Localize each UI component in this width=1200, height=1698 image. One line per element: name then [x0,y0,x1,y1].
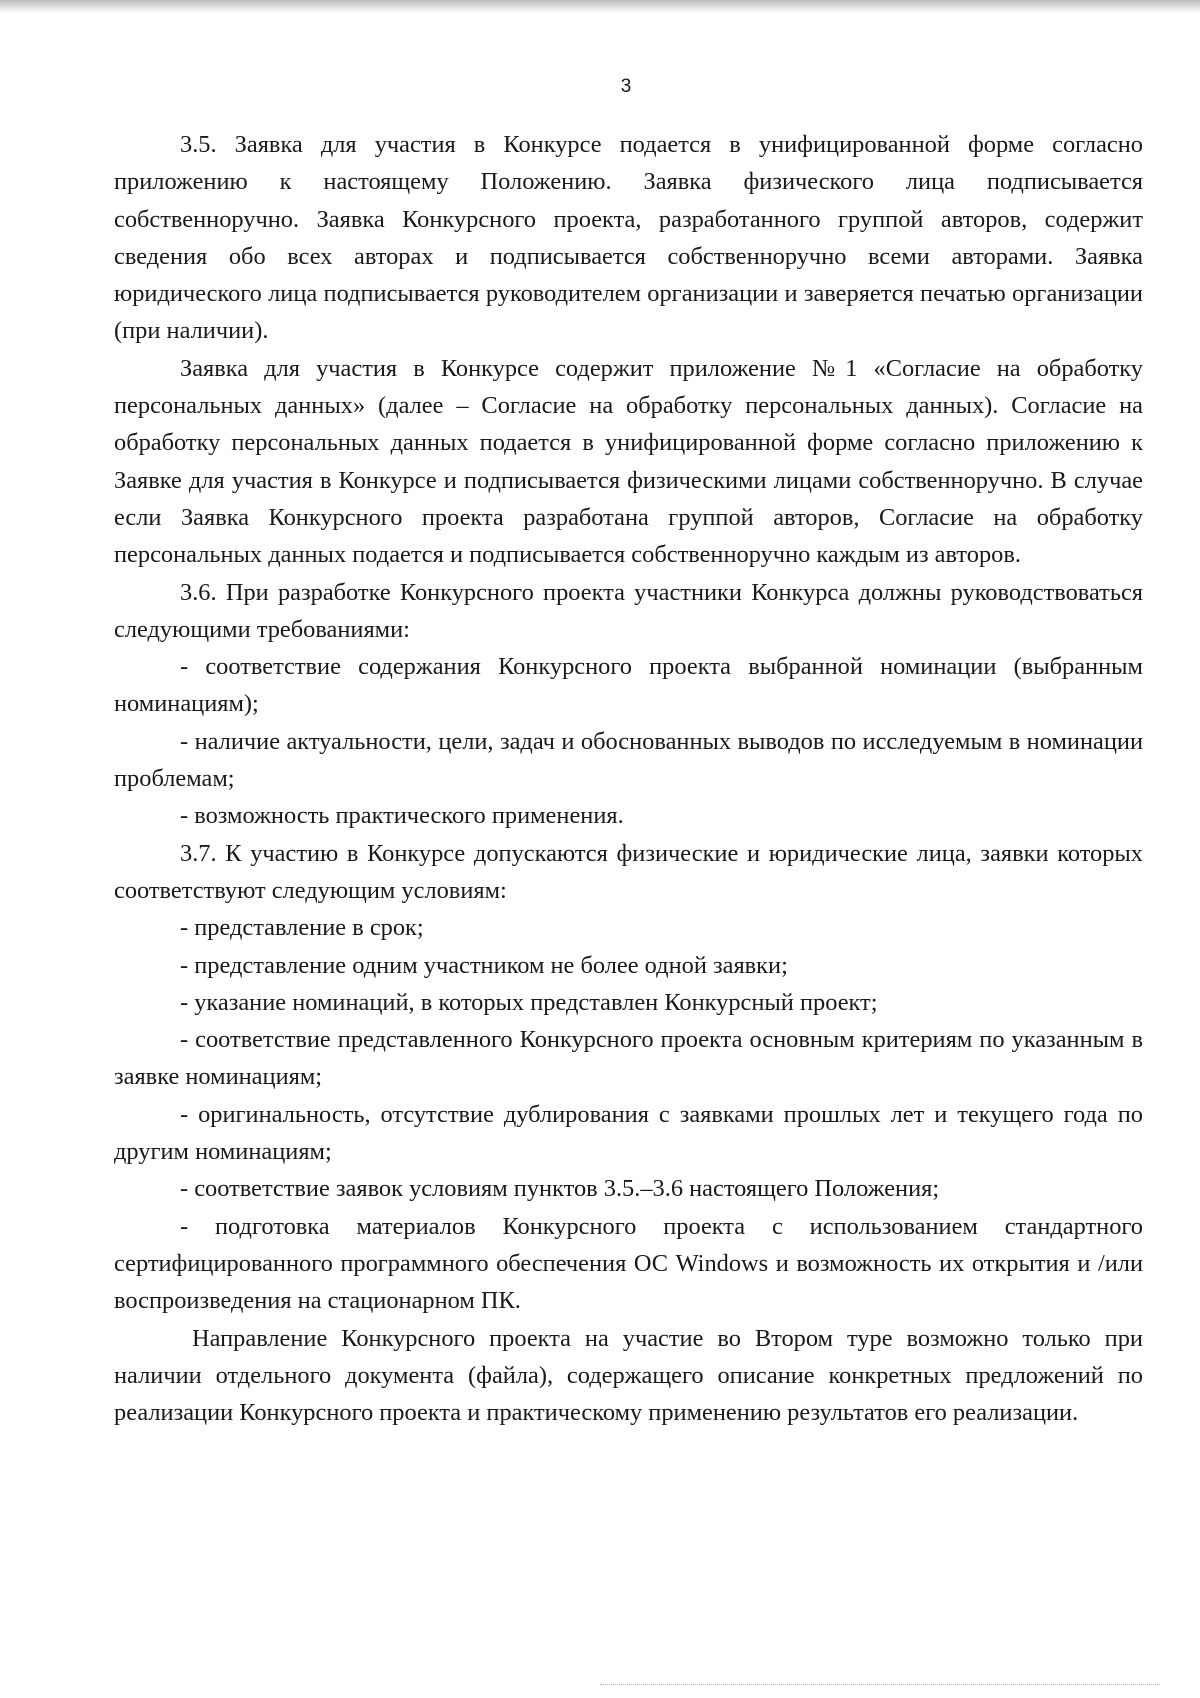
paragraph-3-6: 3.6. При разработке Конкурсного проекта участники Конкурса должны руководствоваться следующими требованиями: [114,578,1143,643]
paragraph-3-5: 3.5. Заявка для участия в Конкурсе подается в унифицированной форме согласно приложению к настоящему Положению. Заявка физического лица подписывается собственноручно. Заявка Конкурсного проекта, разработанного группой авторов, содержит сведения обо всех авторах и подписывается собственноручно всеми авторами. Заявка юридического лица подписывается руководителем организации и заверяется печатью организации (при наличии). [114,131,1143,345]
list-item-nominations-listed: - указание номинаций, в которых представлен Конкурсный проект; [180,988,878,1016]
paragraph-consent: Заявка для участия в Конкурсе содержит приложение №1 «Согласие на обработку персональных данных» (далее – Согласие на обработку персональных данных). Согласие на обработку персональных данных подается в унифицированной форме согласно приложению к Заявке для участия в Конкурсе и подписывается физическими лицами собственноручно. В случае если Заявка Конкурсного проекта разработана группой авторов, Согласие на обработку персональных данных подается и подписывается собственноручно каждым из авторов. [114,354,1143,569]
paragraph-3-7: 3.7. К участию в Конкурсе допускаются физические и юридические лица, заявки которых соответствуют следующим условиям: [114,839,1143,904]
list-item-practical-use: - возможность практического применения. [180,802,624,830]
list-item-materials: - подготовка материалов Конкурсного проекта с использованием стандартного сертифицированного программного обеспечения ОС Windows и возможность их открытия и /или воспроизведения на стационарном ПК. [114,1212,1143,1315]
page-number: 3 [620,76,632,97]
list-item-nomination-match: - соответствие содержания Конкурсного проекта выбранной номинации (выбранным номинациям); [114,653,1143,718]
scan-bottom-edge [600,1684,1160,1687]
list-item-one-application: - представление одним участником не более одной заявки; [180,951,788,979]
list-item-originality: - оригинальность, отсутствие дублирования с заявками прошлых лет и текущего года по другим номинациям; [114,1100,1143,1166]
list-item-on-time: - представление в срок; [180,914,424,942]
paragraph-second-round: Направление Конкурсного проекта на участие во Втором туре возможно только при наличии отдельного документа (файла), содержащего описание конкретных предложений по реализации Конкурсного проекта и практическому применению результатов его реализации. [114,1324,1143,1427]
list-item-criteria-match: - соответствие представленного Конкурсного проекта основным критериям по указанным в заявке номинациям; [114,1026,1143,1091]
scan-top-edge [0,0,1200,14]
document-body [114,126,1143,1431]
list-item-conditions: - соответствие заявок условиям пунктов 3.5.–3.6 настоящего Положения; [180,1175,940,1203]
list-item-relevance: - наличие актуальности, цели, задач и обоснованных выводов по исследуемым в номинации проблемам; [114,727,1143,793]
